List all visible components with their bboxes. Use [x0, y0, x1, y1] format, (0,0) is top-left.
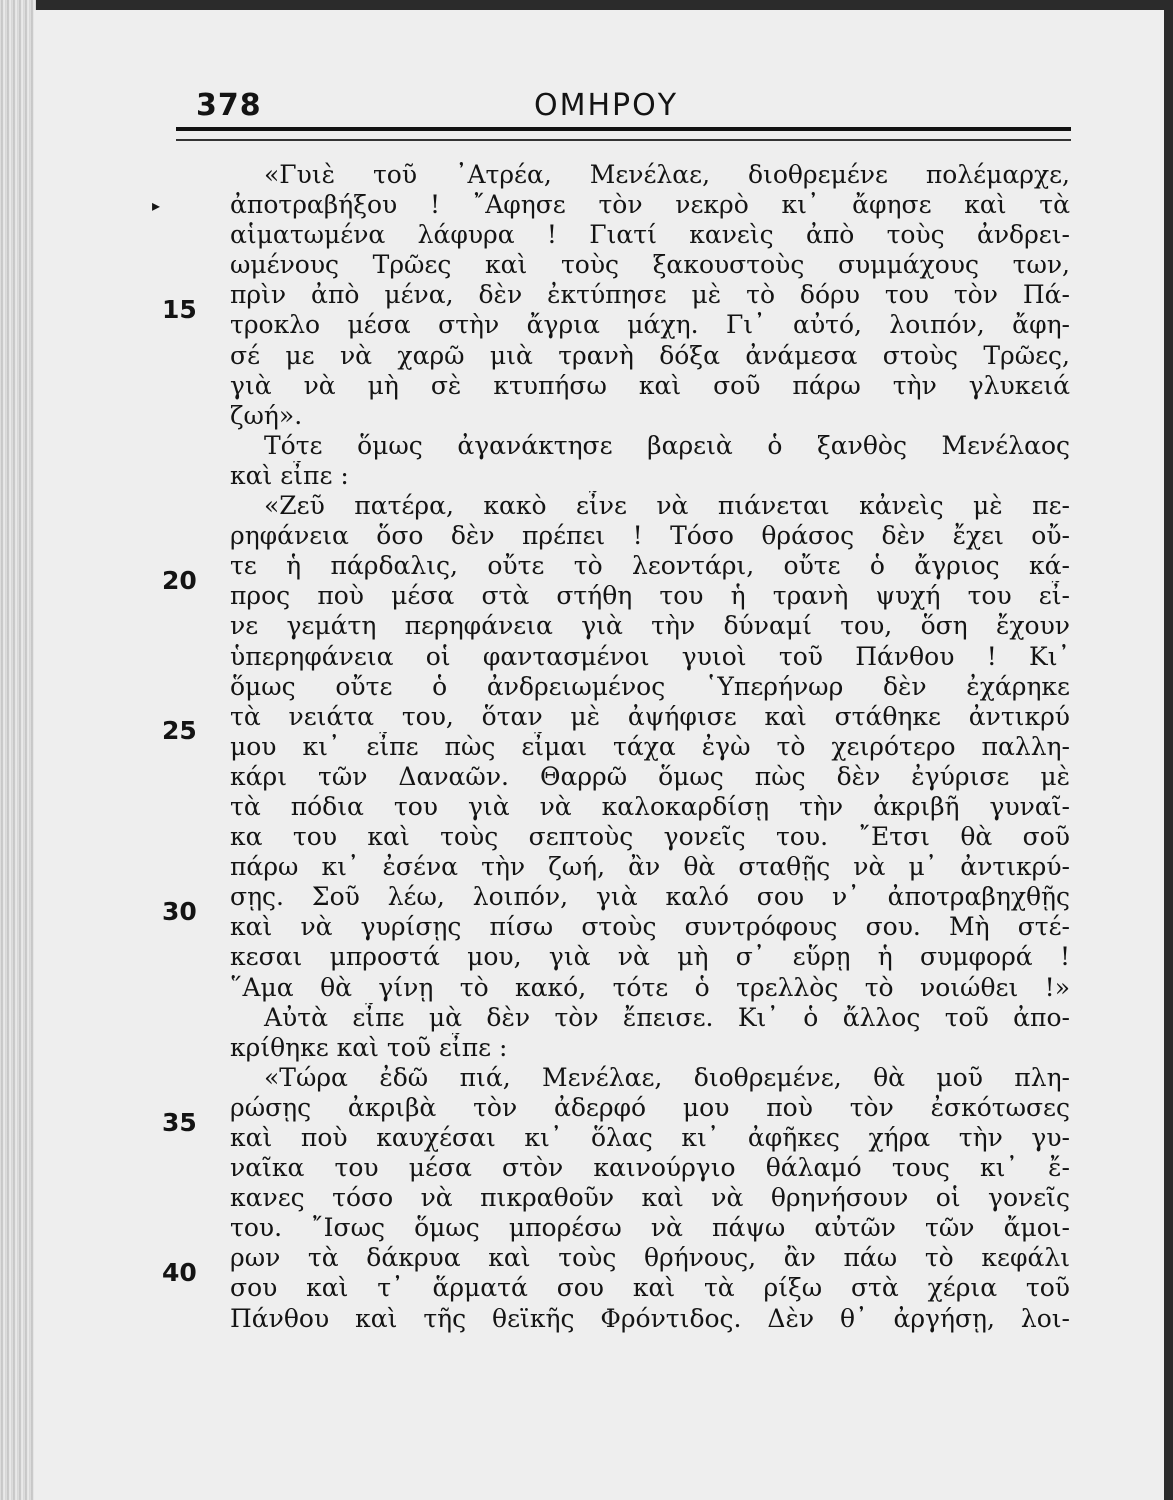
text-line: νε γεμάτη περηφάνεια γιὰ τὴν δύναμί του, ὅση ἔχουν: [230, 611, 1070, 641]
line-number-40: 40: [162, 1258, 197, 1287]
text-line: τροκλο μέσα στὴν ἄγρια μάχη. Γι᾿ αὐτό, λοιπόν, ἄφη-: [230, 310, 1070, 340]
text-line: κρίθηκε καὶ τοῦ εἶπε :: [230, 1032, 508, 1062]
bullet-mark-icon: ▸: [152, 196, 161, 215]
running-title: ΟΜΗΡΟΥ: [534, 88, 679, 123]
text-line: σῃς. Σοῦ λέω, λοιπόν, γιὰ καλό σου ν᾿ ἀποτραβηχθῇς: [230, 882, 1070, 912]
text-line: «Γυιὲ τοῦ ᾿Ατρέα, Μενέλαε, διοθρεμένε πολέμαρχε,: [264, 160, 1070, 189]
text-line: κα του καὶ τοὺς σεπτοὺς γονεῖς του. ῎Ετσι θὰ σοῦ: [230, 822, 1070, 852]
text-line: καὶ νὰ γυρίσῃς πίσω στοὺς συντρόφους σου. Μὴ στέ-: [230, 912, 1070, 942]
text-line: ῞Αμα θὰ γίνῃ τὸ κακό, τότε ὁ τρελλὸς τὸ νοιώθει !»: [230, 972, 1070, 1002]
text-line: ναῖκα του μέσα στὸν καινούργιο θάλαμό τους κι᾿ ἔ-: [230, 1153, 1070, 1183]
text-line: ὅμως οὔτε ὁ ἀνδρειωμένος ῾Υπερήνωρ δὲν ἐχάρηκε: [230, 671, 1070, 701]
text-line: «Ζεῦ πατέρα, κακὸ εἶνε νὰ πιάνεται κἀνεὶς μὲ πε-: [264, 491, 1070, 521]
text-line: τὰ νειάτα του, ὅταν μὲ ἀψήφισε καὶ στάθηκε ἀντικρύ: [230, 701, 1070, 731]
page-number: 378: [196, 88, 262, 123]
line-number-30: 30: [162, 897, 197, 926]
text-line: πάρω κι᾿ ἐσένα τὴν ζωή, ἂν θὰ σταθῇς νὰ μ᾿ ἀντικρύ-: [230, 852, 1070, 882]
text-line: ρων τὰ δάκρυα καὶ τοὺς θρήνους, ἂν πάω τὸ κεφάλι: [230, 1243, 1070, 1273]
text-line: ρηφάνεια ὅσο δὲν πρέπει ! Τόσο θράσος δὲν ἔχει οὔ-: [230, 521, 1070, 551]
text-line: πρὶν ἀπὸ μένα, δὲν ἐκτύπησε μὲ τὸ δόρυ του τὸν Πά-: [230, 280, 1070, 310]
text-line: μου κι᾿ εἶπε πὼς εἶμαι τάχα ἐγὼ τὸ χειρότερο παλλη-: [230, 731, 1070, 761]
text-line: καὶ ποὺ καυχέσαι κι᾿ ὅλας κι᾿ ἀφῆκες χήρα τὴν γυ-: [230, 1123, 1070, 1152]
text-line: Πάνθου καὶ τῆς θεϊκῆς Φρόντιδος. Δὲν θ᾿ ἀργήσῃ, λοι-: [230, 1303, 1070, 1333]
text-line: κεσαι μπροστά μου, γιὰ νὰ μὴ σ᾿ εὕρῃ ἡ συμφορά !: [230, 942, 1070, 972]
text-line: σου καὶ τ᾿ ἅρματά σου καὶ τὰ ρίξω στὰ χέρια τοῦ: [230, 1273, 1070, 1303]
body-text: [230, 160, 1070, 1334]
line-number-20: 20: [162, 566, 197, 595]
text-line: ὑπερηφάνεια οἱ φαντασμένοι γυιοὶ τοῦ Πάνθου ! Κι᾿: [230, 641, 1070, 671]
line-number-35: 35: [162, 1108, 197, 1137]
text-line: Αὐτὰ εἶπε μὰ δὲν τὸν ἔπεισε. Κι᾿ ὁ ἄλλος τοῦ ἀπο-: [264, 1002, 1070, 1032]
text-line: τὰ πόδια του γιὰ νὰ καλοκαρδίσῃ τὴν ἀκριβῆ γυναῖ-: [230, 791, 1070, 821]
text-line: καὶ εἶπε :: [230, 460, 349, 490]
page-edge: [0, 0, 36, 1500]
text-line: του. ῎Ισως ὅμως μπορέσω νὰ πάψω αὐτῶν τῶν ἄμοι-: [230, 1213, 1070, 1243]
text-line: ωμένους Τρῶες καὶ τοὺς ξακουστοὺς συμμάχους των,: [230, 250, 1070, 280]
text-line: ρώσῃς ἀκριβὰ τὸν ἀδερφό μου ποὺ τὸν ἐσκότωσες: [230, 1092, 1070, 1122]
text-line: Τότε ὅμως ἀγανάκτησε βαρειὰ ὁ ξανθὸς Μενέλαος: [264, 430, 1070, 460]
text-line: κάρι τῶν Δαναῶν. Θαρρῶ ὅμως πὼς δὲν ἐγύρισε μὲ: [230, 761, 1070, 791]
text-line: προς ποὺ μέσα στὰ στήθη του ἡ τρανὴ ψυχή του εἶ-: [230, 581, 1070, 611]
text-line: «Τώρα ἐδῶ πιά, Μενέλαε, διοθρεμένε, θὰ μοῦ πλη-: [264, 1062, 1070, 1092]
header-rule: [176, 127, 1071, 141]
text-line: ἀποτραβήξου ! ῎Αφησε τὸν νεκρὸ κι᾿ ἄφησε καὶ τὰ: [230, 190, 1070, 220]
book-page: [34, 10, 1164, 1500]
line-number-15: 15: [162, 295, 197, 324]
text-line: αἱματωμένα λάφυρα ! Γιατί κανεὶς ἀπὸ τοὺς ἀνδρει-: [230, 220, 1070, 250]
line-number-25: 25: [162, 716, 197, 745]
text-line: ζωή».: [230, 400, 303, 430]
text-line: τε ἡ πάρδαλις, οὔτε τὸ λεοντάρι, οὔτε ὁ ἄγριος κά-: [230, 551, 1070, 581]
text-line: κανες τόσο νὰ πικραθοῦν καὶ νὰ θρηνήσουν οἱ γονεῖς: [230, 1183, 1070, 1213]
text-line: σέ με νὰ χαρῶ μιὰ τρανὴ δόξα ἀνάμεσα στοὺς Τρῶες,: [230, 340, 1070, 370]
text-line: γιὰ νὰ μὴ σὲ κτυπήσω καὶ σοῦ πάρω τὴν γλυκειά: [230, 370, 1070, 400]
